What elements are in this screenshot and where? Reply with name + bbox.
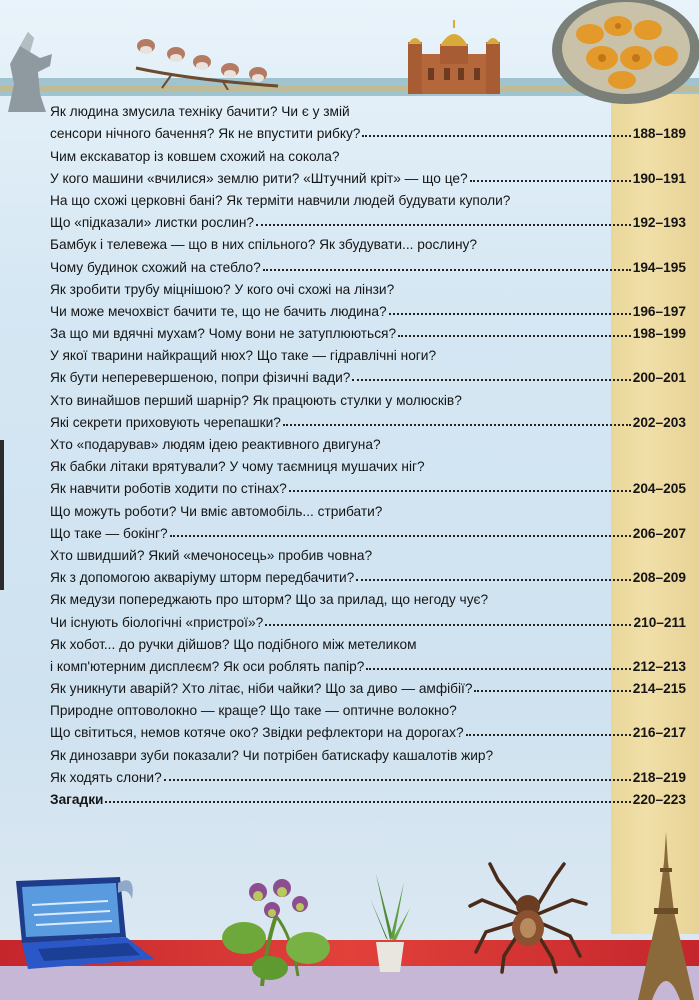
toc-entry	[50, 119, 686, 141]
toc-entry-title: Як хобот... до ручки дійшов? Що подібного між метеликом	[50, 636, 417, 652]
toc-entry-title: Що можуть роботи? Чи вміє автомобіль... стрибати?	[50, 503, 383, 519]
toc-entry-title: Як бабки літаки врятували? У чому таємниця мушачих ніг?	[50, 459, 425, 475]
table-of-contents	[50, 97, 686, 807]
toc-entry-title: Хто швидший? Який «мечоносець» пробив човна?	[50, 547, 373, 563]
toc-entry	[50, 696, 686, 718]
toc-page-range: 216–217	[632, 725, 686, 741]
toc-page-range: 218–219	[632, 769, 686, 785]
toc-page-range: 188–189	[632, 126, 686, 142]
toc-entry	[50, 275, 686, 297]
dot-leader	[466, 733, 631, 736]
toc-entry	[50, 652, 686, 674]
toc-entry	[50, 563, 686, 585]
toc-entry-title: сенсори нічного бачення? Як не впустити рибку?	[50, 126, 361, 142]
dot-leader	[283, 423, 631, 426]
toc-entry	[50, 319, 686, 341]
dot-leader	[389, 312, 631, 315]
birds-on-branch-icon	[132, 28, 282, 90]
dot-leader	[289, 489, 631, 492]
dot-leader	[398, 334, 631, 337]
dot-leader	[362, 134, 630, 137]
toc-page-range: 204–205	[632, 481, 686, 497]
toc-entry-title: Як медузи попереджають про шторм? Що за прилад, що негоду чує?	[50, 592, 489, 608]
dot-leader	[470, 179, 631, 182]
toc-entry-title: На що схожі церковні бані? Як терміти навчили людей будувати куполи?	[50, 192, 511, 208]
toc-entry-title: Як бути неперевершеною, попри фізичні вади?	[50, 370, 351, 386]
burdock-plant-icon	[222, 876, 332, 986]
toc-page-range: 196–197	[632, 303, 686, 319]
toc-entry-title: Які секрети приховують черепашки?	[50, 414, 281, 430]
bottom-lilac-band	[0, 966, 699, 1000]
toc-entry	[50, 408, 686, 430]
toc-entry-title: Як з допомогою акваріуму шторм передбачити?	[50, 570, 355, 586]
toc-entry	[50, 164, 686, 186]
toc-entry-title: Чому будинок схожий на стебло?	[50, 259, 261, 275]
toc-page-range: 212–213	[632, 658, 686, 674]
toc-entry-title: Як динозаври зуби показали? Чи потрібен батискафу кашалотів жир?	[50, 747, 494, 763]
toc-entry-title: Чи може мечохвіст бачити те, що не бачить людина?	[50, 303, 387, 319]
toc-entry-title: Хто «подарував» людям ідею реактивного двигуна?	[50, 437, 381, 452]
eiffel-tower-icon	[636, 832, 696, 1000]
toc-entry-title: У кого машини «вчилися» землю рити? «Штучний кріт» — що це?	[50, 170, 468, 186]
toc-entry	[50, 385, 686, 407]
laptop-icon	[8, 875, 156, 971]
snake-plant-icon	[368, 868, 412, 974]
toc-entry	[50, 718, 686, 740]
toc-entry-title: Загадки	[50, 792, 104, 807]
toc-entry-title: Як уникнути аварій? Хто літає, ніби чайки? Що за диво — амфібії?	[50, 681, 473, 697]
pastry-plate-icon	[546, 0, 699, 106]
dot-leader	[474, 689, 630, 692]
dot-leader	[265, 623, 631, 626]
toc-entry	[50, 297, 686, 319]
toc-entry-title: Природне оптоволокно — краще? Що таке — оптичне волокно?	[50, 703, 457, 719]
toc-entry	[50, 208, 686, 230]
dot-leader	[170, 534, 631, 537]
toc-page-range: 214–215	[632, 681, 686, 697]
left-edge-strip	[0, 440, 4, 590]
dot-leader	[164, 778, 631, 781]
toc-entry	[50, 541, 686, 563]
dot-leader	[256, 223, 631, 226]
spider-icon	[468, 860, 588, 975]
dot-leader	[356, 578, 630, 581]
toc-page-range: 202–203	[632, 414, 686, 430]
toc-entry	[50, 519, 686, 541]
toc-entry	[50, 474, 686, 496]
toc-entry-title: Як зробити трубу міцнішою? У кого очі схожі на лінзи?	[50, 281, 395, 297]
toc-entry	[50, 452, 686, 474]
toc-entry	[50, 763, 686, 785]
toc-entry-title: У якої тварини найкращий нюх? Що таке — гідравлічні ноги?	[50, 348, 437, 364]
toc-entry-title: Що світиться, немов котяче око? Звідки рефлектори на дорогах?	[50, 725, 464, 741]
toc-entry-title: Чим екскаватор із ковшем схожий на сокола?	[50, 148, 340, 164]
toc-entry	[50, 186, 686, 208]
toc-page-range: 210–211	[633, 614, 686, 630]
toc-entry-title: Як ходять слони?	[50, 769, 162, 785]
toc-entry	[50, 141, 686, 163]
toc-entry	[50, 630, 686, 652]
toc-page-range: 220–223	[632, 792, 686, 807]
toc-page-range: 200–201	[632, 370, 686, 386]
toc-entry	[50, 97, 686, 119]
toc-entry-title: Що «підказали» листки рослин?	[50, 215, 255, 231]
toc-entry	[50, 252, 686, 274]
dot-leader	[366, 667, 630, 670]
cathedral-icon	[404, 20, 504, 96]
toc-entry	[50, 230, 686, 252]
toc-entry-title: Чи існують біологічні «пристрої»?	[50, 614, 264, 630]
toc-entry	[50, 341, 686, 363]
toc-entry-title: За що ми вдячні мухам? Чому вони не затуплюються?	[50, 326, 397, 342]
dot-leader	[105, 800, 630, 803]
toc-page-range: 192–193	[632, 215, 686, 231]
toc-entry	[50, 607, 686, 629]
dot-leader	[263, 268, 631, 271]
toc-entry	[50, 740, 686, 762]
toc-entry-title: Хто винайшов перший шарнір? Як працюють стулки у молюсків?	[50, 392, 462, 408]
toc-entry	[50, 363, 686, 385]
toc-entry-title: Як людина змусила техніку бачити? Чи є у змій	[50, 104, 350, 120]
toc-entry-title: Як навчити роботів ходити по стінах?	[50, 481, 287, 497]
toc-page-range: 190–191	[632, 170, 686, 186]
toc-page-range: 194–195	[632, 259, 686, 275]
toc-page-range: 206–207	[632, 525, 686, 541]
toc-entry-title: і комп'ютерним дисплеєм? Як оси роблять папір?	[50, 658, 365, 674]
toc-entry	[50, 430, 686, 452]
toc-entry	[50, 585, 686, 607]
toc-page-range: 198–199	[632, 326, 686, 342]
toc-entry-title: Бамбук і телевежа — що в них спільного? Як збудувати... рослину?	[50, 237, 477, 253]
dot-leader	[352, 378, 630, 381]
toc-entry	[50, 496, 686, 518]
toc-page-range: 208–209	[632, 570, 686, 586]
toc-entry	[50, 785, 686, 807]
toc-entry-title: Що таке — бокінг?	[50, 525, 168, 541]
toc-entry	[50, 674, 686, 696]
